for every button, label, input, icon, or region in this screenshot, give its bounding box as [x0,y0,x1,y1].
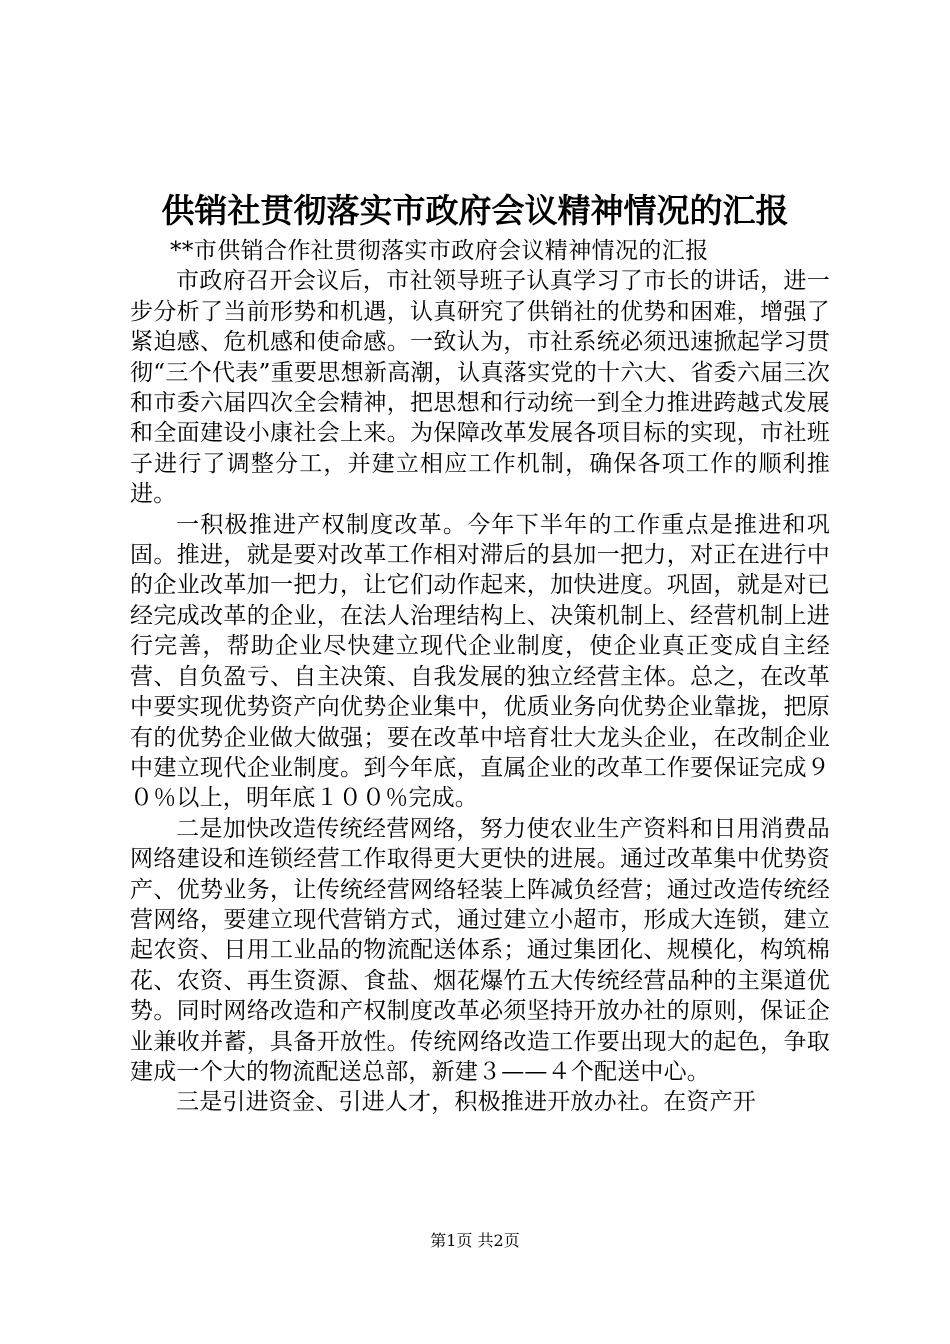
page-footer: 第1页 共2页 [430,1231,520,1250]
paragraph-open-cooperative: 三是引进资金、引进人才，积极推进开放办社。在资产开 [176,1089,756,1116]
paragraph-intro: 市政府召开会议后，市社领导班子认真学习了市长的讲话，进一步分析了当前形势和机遇，认真研究了供销社的优势和困难，增强了紧迫感、危机感和使命感。一致认为，市社系统必须迅速掀起学习贯彻“三个代表”重要思想新高潮，认真落实党的十六大、省委六届三次和市委六届四次全会精神，把思想和行动统一到全力推进跨越式发展和全面建设小康社会上来。为保障改革发展各项目标的实现，市社班子进行了调整分工，并建立相应工作机制，确保各项工作的顺利推进。 [130,268,830,508]
paragraph-property-reform: 一积极推进产权制度改革。今年下半年的工作重点是推进和巩固。推进，就是要对改革工作相对滞后的县加一把力，对正在进行中的企业改革加一把力，让它们动作起来，加快进度。巩固，就是对已经完成改革的企业，在法人治理结构上、决策机制上、经营机制上进行完善，帮助企业尽快建立现代企业制度，使企业真正变成自主经营、自负盈亏、自主决策、自我发展的独立经营主体。总之，在改革中要实现优势资产向优势企业集中，优质业务向优势企业靠拢，把原有的优势企业做大做强；要在改革中培育壮大龙头企业，在改制企业中建立现代企业制度。到今年底，直属企业的改革工作要保证完成９０％以上，明年底１００％完成。 [130,511,830,812]
document-subtitle: **市供销合作社贯彻落实市政府会议精神情况的汇报 [170,238,709,264]
document-title: 供销社贯彻落实市政府会议精神情况的汇报 [161,191,789,230]
paragraph-network-reform: 二是加快改造传统经营网络，努力使农业生产资料和日用消费品网络建设和连锁经营工作取得更大更快的进展。通过改革集中优势资产、优势业务，让传统经营网络轻装上阵减负经营；通过改造传统经营网络，要建立现代营销方式，通过建立小超市，形成大连锁，建立起农资、日用工业品的物流配送体系；通过集团化、规模化，构筑棉花、农资、再生资源、食盐、烟花爆竹五大传统经营品种的主渠道优势。同时网络改造和产权制度改革必须坚持开放办社的原则，保证企业兼收并蓄，具备开放性。传统网络改造工作要出现大的起色，争取建成一个大的物流配送总部，新建３——４个配送中心。 [130,815,830,1085]
document-body [130,236,830,1118]
